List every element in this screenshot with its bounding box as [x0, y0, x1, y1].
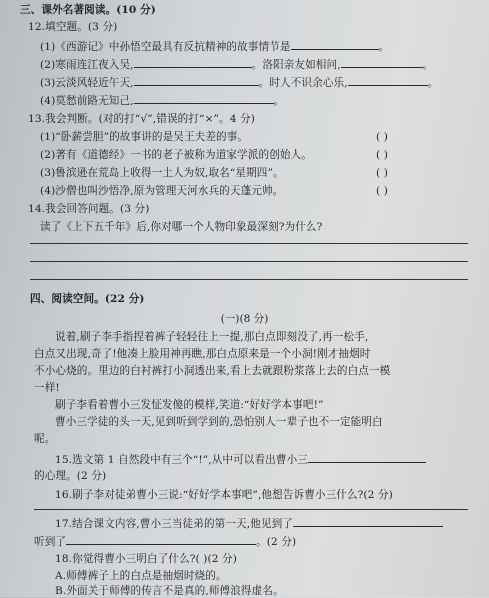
q18-option-a[interactable]: A.师傅裤子上的白点是抽烟时烧的。 [55, 570, 227, 582]
passage-line-6: 曹小三学徒的头一天,见到听到学到的,恐怕别人一辈子也不一定能明白 [55, 416, 383, 428]
q15-line-2: 的心理。(2 分) [34, 470, 107, 482]
answer-blank[interactable] [134, 56, 252, 68]
q12-item-1: (1)《西游记》中孙悟空最具有反抗精神的故事情节是 。 [40, 38, 389, 54]
passage-line-2: 白点又出现,奇了!他凑上脸用神再瞧,那白点原来是一个小洞!刚才抽烟时 [34, 348, 371, 360]
answer-blank[interactable] [348, 74, 428, 86]
answer-line[interactable] [34, 509, 468, 510]
q18-stem: 18.你觉得曹小三明白了什么?( )(2 分) [55, 553, 237, 565]
passage-line-4: 一样! [34, 382, 60, 394]
passage-subheading: (一)(8 分) [220, 313, 269, 325]
q13-mark-4[interactable]: ( ) [376, 185, 388, 197]
answer-blank[interactable] [308, 451, 426, 463]
answer-blank[interactable] [134, 92, 274, 104]
q12-item-2: (2)寒雨连江夜入吴, 。洛阳亲友如相问, 。 [40, 56, 433, 72]
q14-stem: 14.我会回答问题。(3 分) [28, 203, 150, 215]
q18-option-b[interactable]: B.外面关于师傅的传言不是真的,师傅浪得虚名。 [55, 585, 284, 597]
q13-item-3: (3)鲁滨逊在荒岛上收得一土人为奴,取名“星期四”。 [40, 167, 284, 179]
q13-mark-3[interactable]: ( ) [376, 167, 388, 179]
q17-line-2: 听到了 。(2 分) [34, 533, 296, 549]
answer-blank[interactable] [134, 74, 259, 86]
q13-mark-1[interactable]: ( ) [376, 131, 388, 143]
q13-item-4: (4)沙僧也叫沙悟净,原为管理天河水兵的天蓬元帅。 [40, 185, 284, 197]
answer-blank[interactable] [291, 38, 379, 50]
q13-item-2: (2)著有《道德经》一书的老子被称为道家学派的创始人。 [40, 149, 312, 161]
answer-blank[interactable] [341, 56, 423, 68]
answer-blank[interactable] [66, 533, 256, 545]
answer-line[interactable] [30, 243, 468, 244]
q16-line: 16.刷子李对徒弟曹小三说:“好好学本事吧”,他想告诉曹小三什么?(2 分) [55, 489, 393, 501]
q12-item-3: (3)云淡风轻近午天, 。时人不识余心乐, 。 [40, 74, 438, 90]
q13-stem: 13.我会判断。(对的打“√”,错误的打“×”。4 分) [28, 113, 255, 125]
answer-line[interactable] [30, 261, 468, 262]
q12-item-4: (4)莫愁前路无知己, 。 [40, 92, 284, 108]
q13-mark-2[interactable]: ( ) [376, 149, 388, 161]
answer-blank[interactable] [293, 515, 443, 527]
q15-line-1: 15.选文第 1 自然段中有三个“!”,从中可以看出曹小三 [55, 451, 426, 467]
passage-line-7: 呢。 [34, 433, 56, 445]
q17-line-1: 17.结合课文内容,曹小三当徒弟的第一天,他见到了 [55, 515, 443, 531]
answer-line[interactable] [30, 279, 468, 280]
section-3-header: 三、课外名著阅读。(10 分) [20, 4, 156, 16]
q12-stem: 12.填空题。(3 分) [28, 21, 118, 33]
q14-question: 读了《上下五千年》后,你对哪一个人物印象最深刻?为什么? [40, 221, 323, 233]
passage-line-1: 说着,刷子李手指捏着裤子轻轻往上一提,那白点即刻没了,再一松手, [55, 331, 369, 343]
section-4-header: 四、阅读空间。(22 分) [30, 293, 145, 305]
passage-line-3: 不小心烧的。里边的白衬裤打小洞透出来,看上去就跟粉浆落上去的白点一模 [34, 365, 391, 377]
q13-item-1: (1)“卧薪尝胆”的故事讲的是吴王夫差的事。 [40, 131, 249, 143]
passage-line-5: 刷子李看着曹小三发怔发傻的模样,笑道:“好好学本事吧!” [55, 399, 324, 411]
